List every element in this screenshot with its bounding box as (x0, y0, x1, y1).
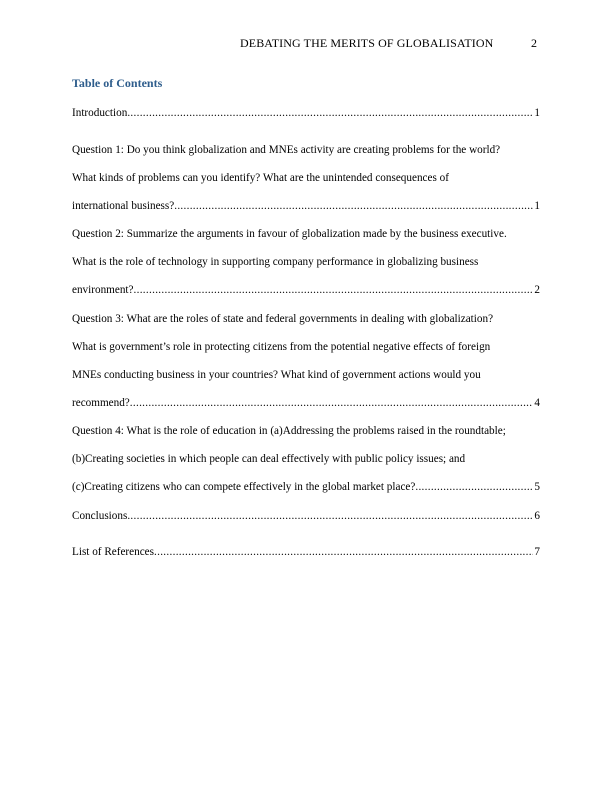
toc-entry-references[interactable] (72, 542, 540, 570)
toc-entry-text: Question 4: What is the role of education in (a)Addressing the problems raised in the roundtable; (72, 425, 506, 437)
toc-entry-line (72, 252, 540, 280)
toc-entry-question-3[interactable] (72, 309, 540, 413)
toc-entry-line (72, 506, 540, 534)
toc-entry-page: 5 (534, 481, 540, 493)
toc-entry-text: MNEs conducting business in your countries? What kind of government actions would you (72, 368, 481, 381)
toc-entry-line (72, 224, 540, 252)
toc-entry-line (72, 103, 540, 131)
toc-entry-line (72, 421, 540, 449)
toc-entry-text: (b)Creating societies in which people can deal effectively with public policy issues; and (72, 453, 466, 465)
toc-entry-page: 2 (534, 284, 540, 296)
toc-entry-question-2[interactable] (72, 224, 540, 300)
page-number: 2 (531, 36, 537, 50)
toc-entry-text: (c)Creating citizens who can compete effectively in the global market place? (72, 481, 416, 493)
toc-entry-line (72, 365, 540, 393)
toc-entry-text: Question 2: Summarize the arguments in favour of globalization made by the business executive. (72, 228, 507, 240)
toc-entry-line (72, 477, 540, 497)
toc-entry-line (72, 542, 540, 570)
toc-entry-line (72, 140, 540, 168)
dot-leader (127, 506, 533, 526)
toc-entry-text: What kinds of problems can you identify? What are the unintended consequences of (72, 171, 449, 184)
toc-entry-line (72, 337, 540, 365)
toc-entry-line (72, 196, 540, 216)
toc-entry-text: recommend? (72, 396, 130, 409)
toc-entry-text: Introduction (72, 107, 128, 119)
table-of-contents (72, 103, 540, 579)
toc-entry-text: List of References (72, 546, 155, 558)
toc-entry-page: 1 (534, 107, 540, 119)
toc-entry-question-1[interactable] (72, 140, 540, 216)
dot-leader (127, 103, 533, 123)
toc-entry-line (72, 309, 540, 337)
toc-entry-text: Question 3: What are the roles of state and federal governments in dealing with globalization? (72, 312, 494, 325)
toc-entry-page: 7 (534, 546, 540, 558)
toc-entry-line (72, 280, 540, 300)
toc-heading: Table of Contents (72, 76, 163, 90)
toc-entry-line (72, 393, 540, 413)
toc-entry-conclusions[interactable] (72, 506, 540, 534)
toc-entry-text: environment? (72, 284, 134, 296)
running-title: DEBATING THE MERITS OF GLOBALISATION (240, 36, 494, 50)
toc-entry-introduction[interactable] (72, 103, 540, 131)
toc-entry-question-4[interactable] (72, 421, 540, 497)
toc-entry-page: 1 (534, 199, 540, 212)
toc-entry-page: 4 (534, 396, 540, 409)
dot-leader (134, 280, 534, 300)
toc-entry-text: international business? (72, 199, 175, 212)
toc-entry-line (72, 449, 540, 477)
toc-entry-text: Question 1: Do you think globalization and MNEs activity are creating problems for the world? (72, 143, 501, 156)
dot-leader (154, 542, 533, 562)
toc-entry-text: Conclusions (72, 509, 128, 522)
running-header (0, 36, 612, 52)
dot-leader (174, 196, 533, 216)
toc-entry-page: 6 (534, 509, 540, 522)
toc-entry-line (72, 168, 540, 196)
dot-leader (415, 477, 533, 497)
toc-entry-text: What is government’s role in protecting citizens from the potential negative effects of foreign (72, 340, 491, 353)
toc-entry-text: What is the role of technology in supporting company performance in globalizing business (72, 256, 479, 268)
dot-leader (130, 393, 534, 413)
